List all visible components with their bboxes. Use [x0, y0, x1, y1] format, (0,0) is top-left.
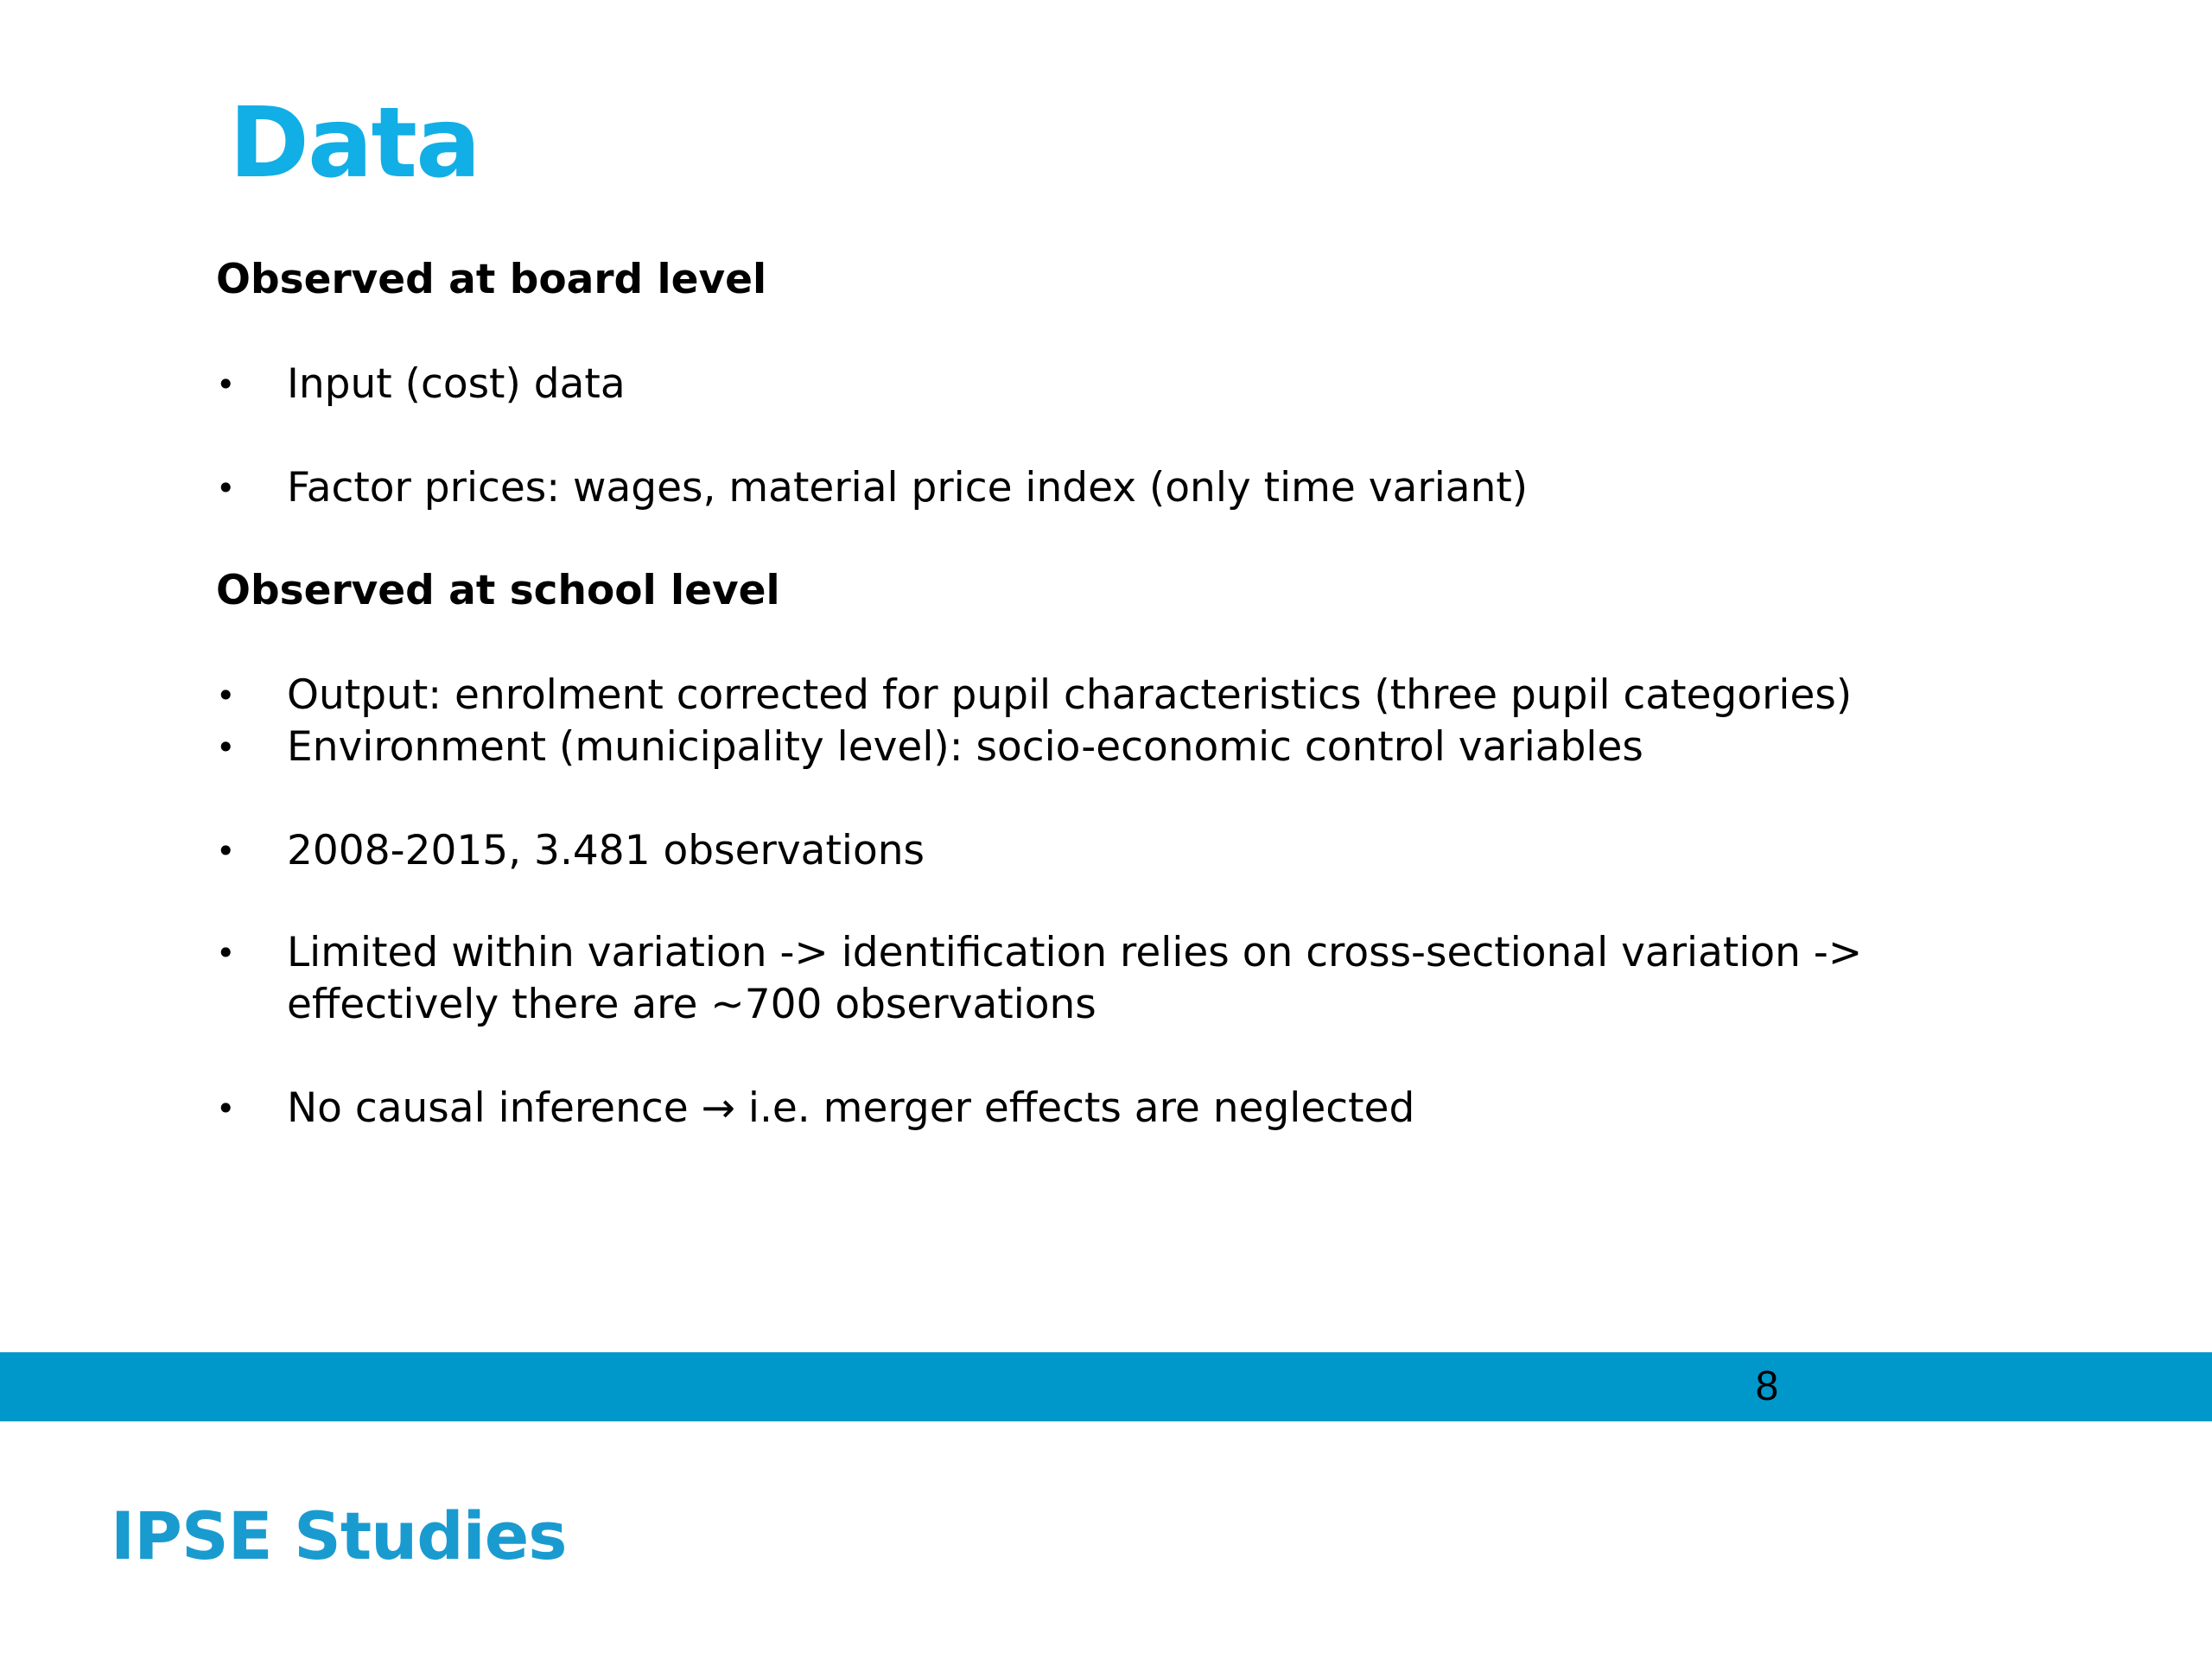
bullet-icon: •	[216, 728, 236, 766]
bullet-text: No causal inference → i.e. merger effects are neglected	[287, 1084, 1415, 1132]
page-number: 8	[1755, 1363, 1779, 1409]
bullet-text: Factor prices: wages, material price index (only time variant)	[287, 464, 1529, 512]
bullet-icon: •	[216, 934, 236, 972]
bullet-text: Input (cost) data	[287, 360, 626, 408]
bullet-icon: •	[216, 365, 236, 404]
bullet-icon: •	[216, 677, 236, 715]
bullet-icon: •	[216, 469, 236, 507]
slide-title: Data	[229, 87, 480, 200]
section-heading-board-level: Observed at board level	[216, 256, 767, 303]
bullet-text: Limited within variation -> identification relies on cross-sectional variation -> effectively there are ~700 observations	[287, 929, 1863, 1028]
bullet-text: Output: enrolment corrected for pupil characteristics (three pupil categories)	[287, 671, 1853, 719]
ipse-studies-logo: IPSE Studies	[111, 1497, 567, 1574]
section-heading-school-level: Observed at school level	[216, 567, 780, 614]
footer-bar	[0, 1352, 2212, 1421]
bullet-icon: •	[216, 832, 236, 870]
bullet-icon: •	[216, 1090, 236, 1128]
bullet-text: Environment (municipality level): socio-economic control variables	[287, 723, 1643, 771]
bullet-text: 2008-2015, 3.481 observations	[287, 827, 925, 874]
